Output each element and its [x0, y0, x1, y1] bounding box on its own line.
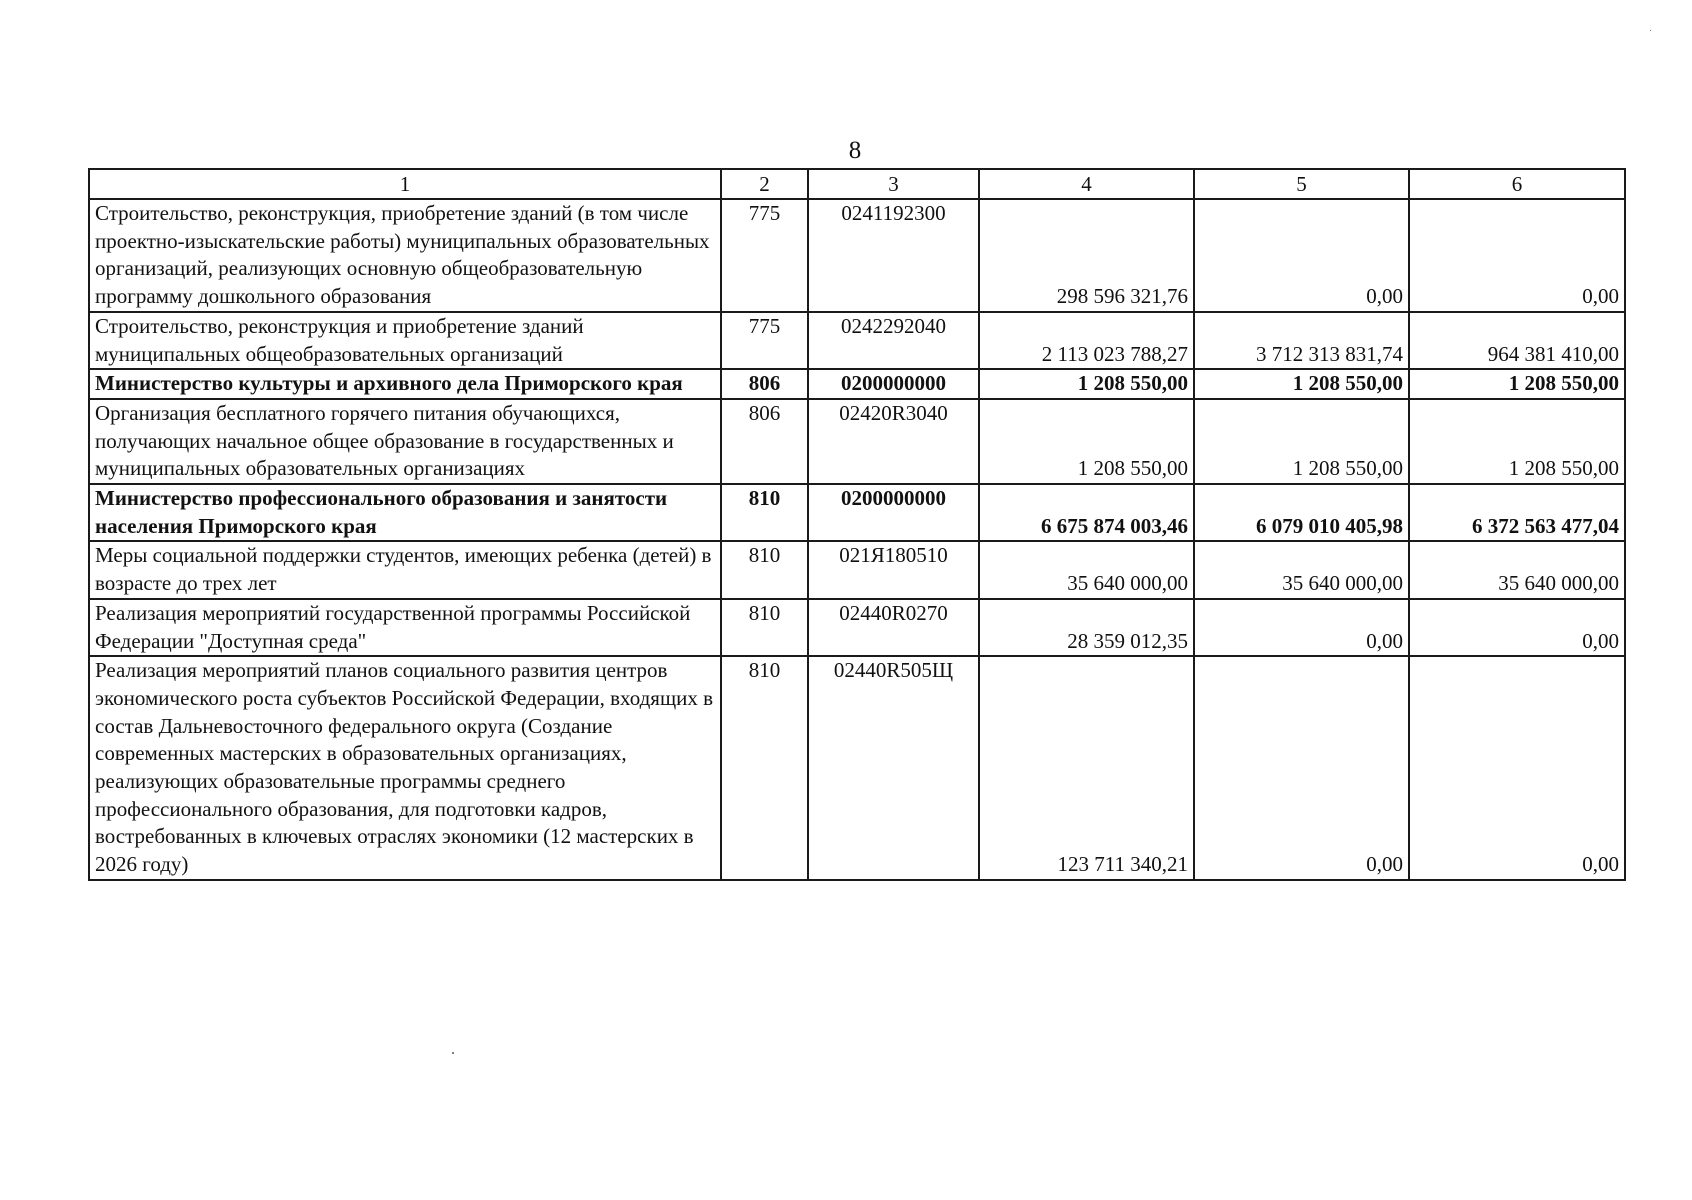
- amount-col-6: 964 381 410,00: [1409, 312, 1625, 369]
- department-code: 775: [721, 199, 808, 312]
- column-number: 6: [1409, 169, 1625, 199]
- column-number: 4: [979, 169, 1194, 199]
- amount-col-5: 1 208 550,00: [1194, 399, 1409, 484]
- amount-col-4: 123 711 340,21: [979, 656, 1194, 880]
- amount-col-6: 6 372 563 477,04: [1409, 484, 1625, 541]
- target-article-code: 0242292040: [808, 312, 979, 369]
- amount-col-4: 1 208 550,00: [979, 369, 1194, 399]
- amount-col-6: 1 208 550,00: [1409, 369, 1625, 399]
- amount-col-6: 0,00: [1409, 656, 1625, 880]
- amount-col-5: 0,00: [1194, 656, 1409, 880]
- amount-col-4: 28 359 012,35: [979, 599, 1194, 656]
- column-number: 5: [1194, 169, 1409, 199]
- department-code: 775: [721, 312, 808, 369]
- item-name: Строительство, реконструкция и приобретение зданий муниципальных общеобразовательных организаций: [89, 312, 721, 369]
- table-row: [89, 399, 1625, 484]
- department-code: 810: [721, 541, 808, 598]
- target-article-code: 0200000000: [808, 484, 979, 541]
- amount-col-4: 35 640 000,00: [979, 541, 1194, 598]
- table-row: [89, 656, 1625, 880]
- table-row-ministry-total: [89, 484, 1625, 541]
- department-code: 806: [721, 399, 808, 484]
- target-article-code: 02420R3040: [808, 399, 979, 484]
- item-name: Реализация мероприятий планов социального развития центров экономического роста субъектов Российской Федерации, входящих в состав Дальневосточного федерального округа (Создание современных мастерских в образовательных организациях, реализующих образовательные программы среднего профессионального образования, для подготовки кадров, востребованных в ключевых отраслях экономики (12 мастерских в 2026 году): [89, 656, 721, 880]
- item-name: Министерство профессионального образования и занятости населения Приморского края: [89, 484, 721, 541]
- amount-col-6: 0,00: [1409, 199, 1625, 312]
- amount-col-6: 35 640 000,00: [1409, 541, 1625, 598]
- amount-col-4: 1 208 550,00: [979, 399, 1194, 484]
- column-number: 3: [808, 169, 979, 199]
- item-name: Министерство культуры и архивного дела Приморского края: [89, 369, 721, 399]
- column-number: 2: [721, 169, 808, 199]
- item-name: Реализация мероприятий государственной программы Российской Федерации "Доступная среда": [89, 599, 721, 656]
- table-row-ministry-total: [89, 369, 1625, 399]
- scan-speck: [1650, 30, 1651, 31]
- amount-col-4: 2 113 023 788,27: [979, 312, 1194, 369]
- amount-col-5: 0,00: [1194, 199, 1409, 312]
- amount-col-6: 0,00: [1409, 599, 1625, 656]
- scan-speck: [452, 1052, 454, 1054]
- amount-col-5: 0,00: [1194, 599, 1409, 656]
- department-code: 810: [721, 484, 808, 541]
- item-name: Строительство, реконструкция, приобретение зданий (в том числе проектно-изыскательские работы) муниципальных образовательных организаций, реализующих основную общеобразовательную программу дошкольного образования: [89, 199, 721, 312]
- department-code: 810: [721, 599, 808, 656]
- table-row: [89, 199, 1625, 312]
- item-name: Организация бесплатного горячего питания обучающихся, получающих начальное общее образование в государственных и муниципальных образовательных организациях: [89, 399, 721, 484]
- amount-col-4: 6 675 874 003,46: [979, 484, 1194, 541]
- page-number: 8: [848, 137, 862, 164]
- amount-col-4: 298 596 321,76: [979, 199, 1194, 312]
- amount-col-6: 1 208 550,00: [1409, 399, 1625, 484]
- department-code: 806: [721, 369, 808, 399]
- amount-col-5: 1 208 550,00: [1194, 369, 1409, 399]
- target-article-code: 021Я180510: [808, 541, 979, 598]
- target-article-code: 0200000000: [808, 369, 979, 399]
- column-number: 1: [89, 169, 721, 199]
- amount-col-5: 3 712 313 831,74: [1194, 312, 1409, 369]
- target-article-code: 02440R505Щ: [808, 656, 979, 880]
- amount-col-5: 35 640 000,00: [1194, 541, 1409, 598]
- column-number-row: [89, 169, 1625, 199]
- table-row: [89, 312, 1625, 369]
- table-row: [89, 541, 1625, 598]
- target-article-code: 02440R0270: [808, 599, 979, 656]
- budget-table: [88, 168, 1626, 881]
- item-name: Меры социальной поддержки студентов, имеющих ребенка (детей) в возрасте до трех лет: [89, 541, 721, 598]
- amount-col-5: 6 079 010 405,98: [1194, 484, 1409, 541]
- department-code: 810: [721, 656, 808, 880]
- target-article-code: 0241192300: [808, 199, 979, 312]
- table-row: [89, 599, 1625, 656]
